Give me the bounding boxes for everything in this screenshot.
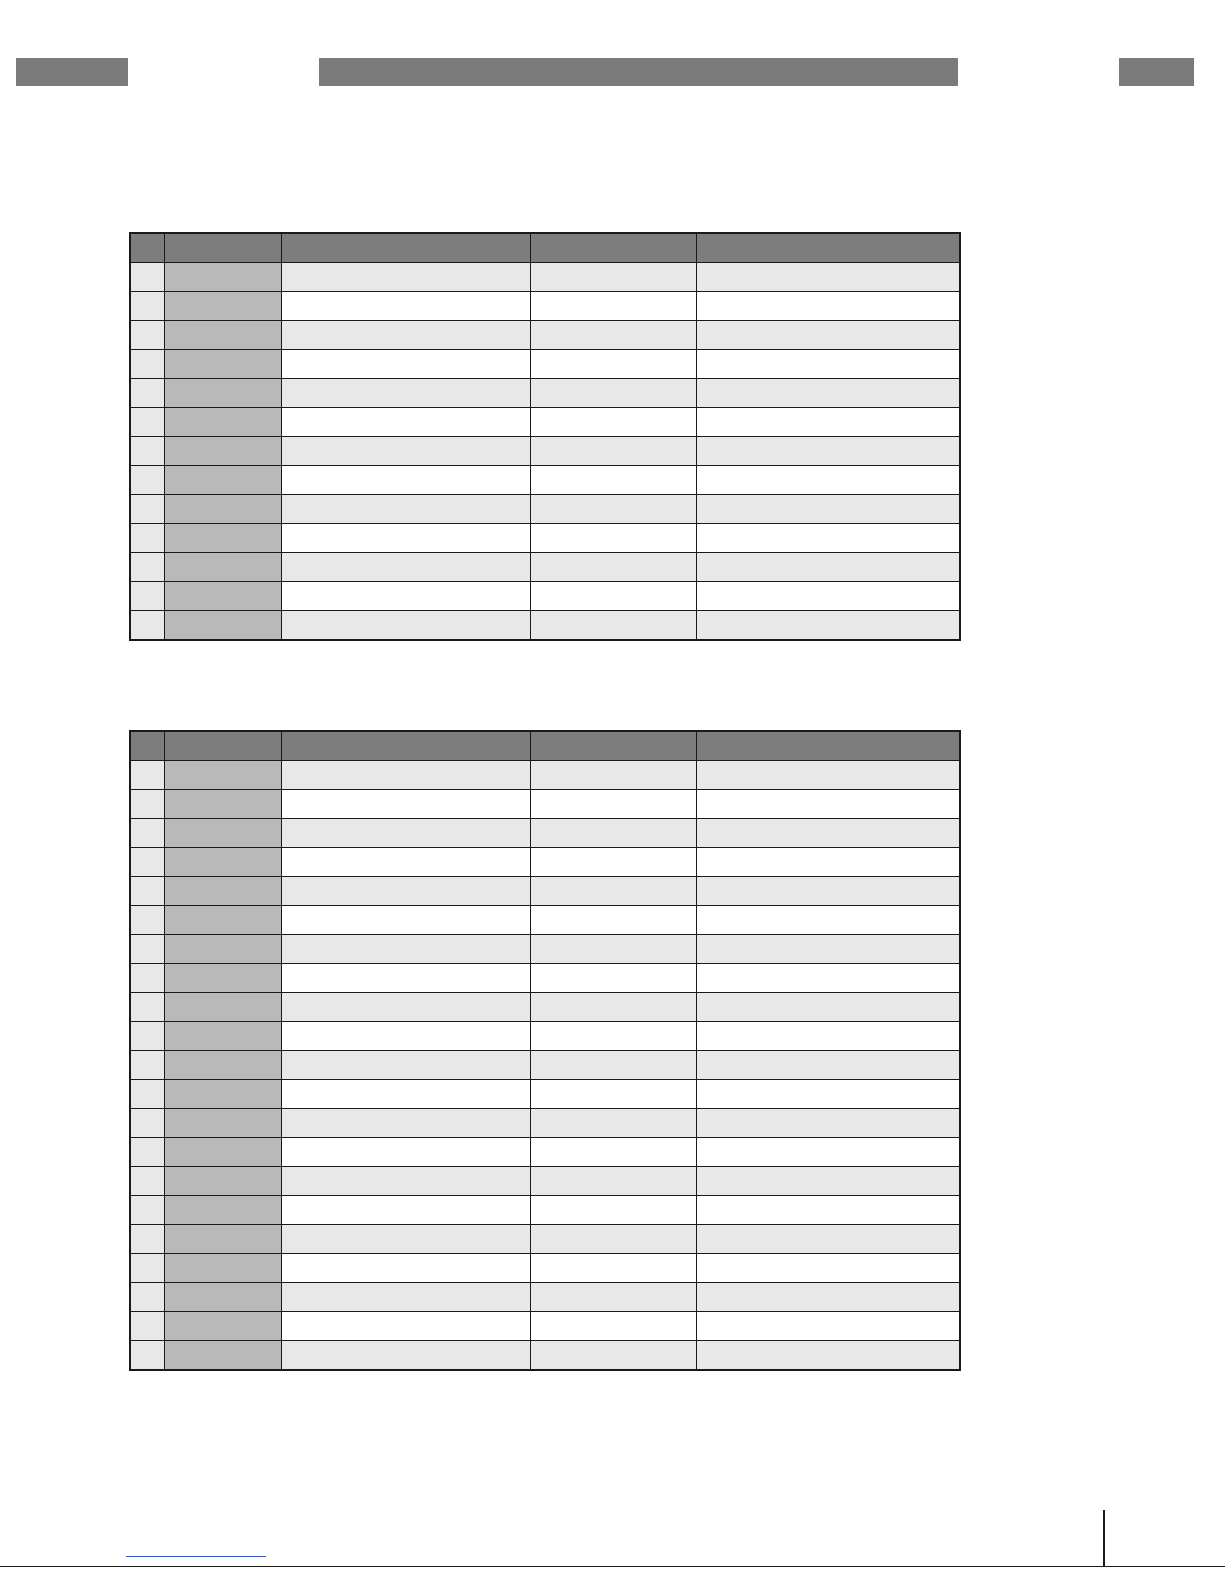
table-row: [130, 1254, 960, 1283]
column-header: [130, 731, 164, 761]
table-cell: [281, 790, 530, 819]
table-cell: [696, 611, 960, 641]
table-cell: [281, 906, 530, 935]
table-cell: [530, 466, 696, 495]
table-cell: [281, 408, 530, 437]
table-cell: [130, 1283, 164, 1312]
table-cell: [281, 1080, 530, 1109]
table-cell: [164, 790, 281, 819]
table-cell: [281, 819, 530, 848]
table-cell: [530, 1341, 696, 1371]
table-cell: [530, 790, 696, 819]
table-cell: [130, 1051, 164, 1080]
table-cell: [530, 1109, 696, 1138]
table-cell: [164, 1022, 281, 1051]
table-cell: [164, 263, 281, 292]
table-cell: [696, 466, 960, 495]
table-cell: [696, 761, 960, 790]
table-cell: [530, 1254, 696, 1283]
table-cell: [281, 848, 530, 877]
table-cell: [130, 819, 164, 848]
table-cell: [164, 1080, 281, 1109]
table-row: [130, 1022, 960, 1051]
table-cell: [164, 935, 281, 964]
table-cell: [281, 611, 530, 641]
table-row: [130, 1051, 960, 1080]
table-cell: [281, 1341, 530, 1371]
table-cell: [130, 1225, 164, 1254]
table-cell: [530, 292, 696, 321]
table-cell: [530, 848, 696, 877]
table-cell: [281, 1167, 530, 1196]
table-cell: [130, 761, 164, 790]
table-cell: [696, 1167, 960, 1196]
table-cell: [130, 553, 164, 582]
table-cell: [530, 964, 696, 993]
header-left-tab: [16, 58, 128, 86]
table-cell: [130, 906, 164, 935]
column-header: [530, 731, 696, 761]
table-cell: [130, 582, 164, 611]
table-header-row: [130, 731, 960, 761]
table-header-row: [130, 233, 960, 263]
table-cell: [530, 379, 696, 408]
table-cell: [130, 1080, 164, 1109]
table-row: [130, 1225, 960, 1254]
table-cell: [164, 906, 281, 935]
table-cell: [281, 964, 530, 993]
table-cell: [696, 993, 960, 1022]
table-cell: [530, 761, 696, 790]
table-row: [130, 1196, 960, 1225]
table-cell: [130, 790, 164, 819]
table-row: [130, 408, 960, 437]
table-row: [130, 1167, 960, 1196]
table-cell: [696, 1109, 960, 1138]
table-cell: [164, 761, 281, 790]
table-cell: [696, 1312, 960, 1341]
table-cell: [164, 350, 281, 379]
table-cell: [281, 877, 530, 906]
table-cell: [164, 1138, 281, 1167]
table-row: [130, 993, 960, 1022]
table-cell: [530, 993, 696, 1022]
table-cell: [696, 321, 960, 350]
table-cell: [281, 350, 530, 379]
table-cell: [130, 1167, 164, 1196]
table-row: [130, 582, 960, 611]
table-cell: [696, 1196, 960, 1225]
table-cell: [164, 292, 281, 321]
table-row: [130, 1341, 960, 1371]
table-cell: [696, 408, 960, 437]
table-cell: [130, 993, 164, 1022]
table-cell: [696, 495, 960, 524]
table-row: [130, 524, 960, 553]
table-cell: [281, 553, 530, 582]
table-cell: [281, 1051, 530, 1080]
table-cell: [130, 1138, 164, 1167]
table-cell: [281, 263, 530, 292]
table-cell: [164, 379, 281, 408]
table-cell: [696, 553, 960, 582]
table-cell: [164, 993, 281, 1022]
table-cell: [164, 848, 281, 877]
table-cell: [696, 790, 960, 819]
table-cell: [281, 292, 530, 321]
table-cell: [696, 1254, 960, 1283]
table-cell: [164, 1341, 281, 1371]
table-row: [130, 848, 960, 877]
table-cell: [130, 964, 164, 993]
table-row: [130, 819, 960, 848]
table-cell: [530, 582, 696, 611]
table-cell: [281, 1254, 530, 1283]
table-cell: [130, 379, 164, 408]
table-cell: [696, 524, 960, 553]
table-cell: [530, 906, 696, 935]
table-cell: [530, 553, 696, 582]
table-cell: [281, 1109, 530, 1138]
table-cell: [164, 1196, 281, 1225]
table-cell: [696, 1138, 960, 1167]
table-cell: [281, 1283, 530, 1312]
table-cell: [164, 408, 281, 437]
table-cell: [530, 1080, 696, 1109]
table-cell: [530, 263, 696, 292]
table-cell: [530, 524, 696, 553]
table-row: [130, 350, 960, 379]
table-cell: [130, 611, 164, 641]
table-cell: [281, 1196, 530, 1225]
table-row: [130, 466, 960, 495]
column-header: [130, 233, 164, 263]
table-row: [130, 1283, 960, 1312]
data-table-2: [129, 730, 961, 1371]
table-row: [130, 611, 960, 641]
table-cell: [530, 495, 696, 524]
column-header: [530, 233, 696, 263]
table-cell: [130, 877, 164, 906]
table-cell: [530, 1312, 696, 1341]
table-cell: [164, 819, 281, 848]
table-row: [130, 263, 960, 292]
column-header: [696, 233, 960, 263]
table-row: [130, 761, 960, 790]
table-cell: [696, 1080, 960, 1109]
table-cell: [281, 582, 530, 611]
table-cell: [130, 466, 164, 495]
table-cell: [696, 906, 960, 935]
column-header: [281, 731, 530, 761]
table-cell: [696, 848, 960, 877]
table-cell: [130, 1022, 164, 1051]
table-cell: [530, 1022, 696, 1051]
table-cell: [164, 1167, 281, 1196]
table-cell: [530, 611, 696, 641]
table-cell: [696, 263, 960, 292]
table-row: [130, 790, 960, 819]
table-row: [130, 1138, 960, 1167]
table-cell: [281, 524, 530, 553]
table-cell: [130, 1196, 164, 1225]
table-cell: [696, 1283, 960, 1312]
table-row: [130, 437, 960, 466]
table-cell: [530, 1196, 696, 1225]
table-cell: [696, 819, 960, 848]
table-row: [130, 877, 960, 906]
table-cell: [164, 1051, 281, 1080]
table-cell: [696, 1225, 960, 1254]
table-row: [130, 935, 960, 964]
table-cell: [164, 553, 281, 582]
table-cell: [130, 350, 164, 379]
table-cell: [281, 1225, 530, 1254]
table-cell: [530, 321, 696, 350]
table-cell: [130, 495, 164, 524]
table-cell: [530, 1138, 696, 1167]
table-row: [130, 495, 960, 524]
table-cell: [164, 1283, 281, 1312]
table-row: [130, 1109, 960, 1138]
table-cell: [130, 524, 164, 553]
table-cell: [130, 292, 164, 321]
table-cell: [696, 437, 960, 466]
table-cell: [696, 1051, 960, 1080]
table-cell: [281, 761, 530, 790]
table-cell: [530, 1167, 696, 1196]
table-cell: [130, 1109, 164, 1138]
table-cell: [164, 1225, 281, 1254]
table-cell: [164, 1312, 281, 1341]
table-cell: [281, 379, 530, 408]
table-cell: [164, 524, 281, 553]
column-header: [164, 233, 281, 263]
table-cell: [281, 1138, 530, 1167]
table-cell: [130, 408, 164, 437]
table-cell: [530, 819, 696, 848]
table-cell: [696, 582, 960, 611]
table-cell: [164, 1109, 281, 1138]
table-cell: [164, 321, 281, 350]
column-header: [281, 233, 530, 263]
table-cell: [696, 1341, 960, 1371]
table-cell: [530, 1051, 696, 1080]
table-cell: [696, 292, 960, 321]
table-cell: [164, 964, 281, 993]
table-cell: [281, 993, 530, 1022]
table-row: [130, 292, 960, 321]
table-cell: [281, 437, 530, 466]
table-cell: [130, 321, 164, 350]
page-edge-marker: [1103, 1510, 1105, 1566]
footer-link[interactable]: [126, 1556, 266, 1557]
table-cell: [164, 611, 281, 641]
header-title-bar: [319, 58, 958, 86]
data-table-1: [129, 232, 961, 641]
table-row: [130, 1080, 960, 1109]
table-cell: [164, 495, 281, 524]
table-cell: [530, 437, 696, 466]
table-cell: [696, 350, 960, 379]
table-cell: [164, 466, 281, 495]
table-cell: [130, 437, 164, 466]
page-bottom-rule: [0, 1566, 1225, 1567]
table-cell: [281, 1022, 530, 1051]
table-cell: [696, 1022, 960, 1051]
table-cell: [530, 350, 696, 379]
table-cell: [281, 1312, 530, 1341]
table-cell: [530, 1225, 696, 1254]
column-header: [164, 731, 281, 761]
table-row: [130, 321, 960, 350]
table-cell: [130, 848, 164, 877]
table-cell: [130, 1341, 164, 1371]
table-cell: [130, 1254, 164, 1283]
table-row: [130, 906, 960, 935]
table-cell: [530, 1283, 696, 1312]
table-cell: [281, 495, 530, 524]
table-cell: [530, 877, 696, 906]
table-cell: [164, 437, 281, 466]
table-cell: [696, 877, 960, 906]
table-row: [130, 553, 960, 582]
table-cell: [164, 1254, 281, 1283]
table-cell: [530, 935, 696, 964]
table-row: [130, 1312, 960, 1341]
column-header: [696, 731, 960, 761]
table-cell: [281, 321, 530, 350]
table-cell: [281, 466, 530, 495]
table-cell: [130, 1312, 164, 1341]
table-cell: [281, 935, 530, 964]
table-row: [130, 964, 960, 993]
table-cell: [164, 877, 281, 906]
table-row: [130, 379, 960, 408]
table-cell: [164, 582, 281, 611]
table-cell: [696, 964, 960, 993]
table-cell: [130, 935, 164, 964]
table-cell: [696, 379, 960, 408]
table-cell: [530, 408, 696, 437]
table-cell: [130, 263, 164, 292]
header-right-tab: [1119, 58, 1194, 86]
table-cell: [696, 935, 960, 964]
